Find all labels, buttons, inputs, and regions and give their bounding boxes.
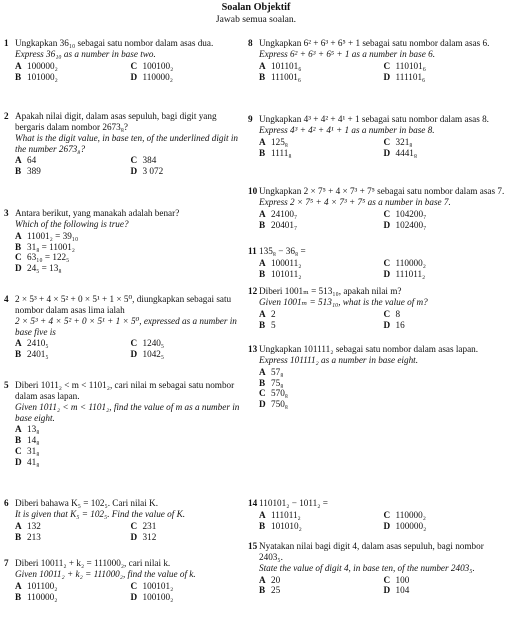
option-letter: B xyxy=(15,349,22,360)
option-letter: D xyxy=(383,268,391,279)
option-value: 110101₆ xyxy=(395,60,426,71)
option-a[interactable] xyxy=(259,575,384,586)
option-letter: A xyxy=(15,520,22,531)
option-letter: A xyxy=(259,257,266,268)
question-number: 3 xyxy=(4,208,9,218)
option-letter: C xyxy=(383,574,391,585)
question-text-malay: Diberi 1011₂ < m < 1101₂, cari nilai m sebagai satu nombor dalam asas lapan. xyxy=(15,380,235,401)
answer-options xyxy=(259,575,508,597)
question-text-english: Express 101111₂ as a number in base eight. xyxy=(259,354,419,365)
option-d[interactable] xyxy=(131,166,247,177)
option-letter: B xyxy=(15,531,22,542)
question-text-malay: Nyatakan nilai bagi digit 4, dalam asas sepuluh, bagi nombor 2403₅. xyxy=(259,541,484,562)
option-value: 100100₂ xyxy=(142,60,174,71)
option-letter: C xyxy=(15,252,22,263)
option-c[interactable] xyxy=(15,446,246,457)
question-text-english: Express 4³ + 4² + 4¹ + 1 as a number in base 8. xyxy=(259,124,435,135)
question-12 xyxy=(248,286,508,330)
option-value: 25 xyxy=(271,585,281,596)
option-d[interactable] xyxy=(131,349,247,360)
option-a[interactable] xyxy=(259,367,508,378)
page-title: Soalan Objektif xyxy=(221,2,291,13)
option-letter: C xyxy=(383,208,391,219)
question-text-english: It is given that K₅ = 102₅. Find the value of K. xyxy=(15,508,186,519)
option-letter: C xyxy=(383,136,391,147)
answer-options xyxy=(259,61,508,83)
option-d[interactable] xyxy=(384,72,509,83)
question-text-malay: 2 × 5³ + 4 × 5² + 0 × 5¹ + 1 × 5⁰, diungkapkan sebagai satu nombor dalam asas lima ialah xyxy=(15,294,232,315)
question-11 xyxy=(248,246,508,280)
option-value: 231 xyxy=(142,520,157,531)
option-value: 321₈ xyxy=(395,136,413,147)
option-b[interactable] xyxy=(15,435,246,446)
option-b[interactable] xyxy=(15,166,131,177)
option-d[interactable] xyxy=(384,148,509,159)
question-1 xyxy=(4,38,246,82)
option-letter: A xyxy=(15,155,22,166)
option-letter: D xyxy=(259,399,266,410)
question-number: 11 xyxy=(248,246,257,256)
option-d[interactable] xyxy=(384,585,509,596)
option-value: 101011₂ xyxy=(271,268,302,279)
option-letter: C xyxy=(130,580,138,591)
option-value: 102400₇ xyxy=(395,219,427,230)
option-b[interactable] xyxy=(259,378,508,389)
option-letter: A xyxy=(259,208,266,219)
question-3 xyxy=(4,208,246,274)
question-9 xyxy=(248,114,508,158)
question-number: 6 xyxy=(4,498,9,508)
option-value: 750₈ xyxy=(271,399,288,410)
option-value: 63₁₀ = 122₅ xyxy=(27,252,70,263)
option-value: 100101₂ xyxy=(142,580,174,591)
option-c[interactable] xyxy=(131,338,247,349)
option-a[interactable] xyxy=(15,155,131,166)
option-value: 5 xyxy=(271,319,276,330)
option-value: 11001₂ = 39₁₀ xyxy=(27,230,79,241)
option-letter: C xyxy=(130,155,138,166)
option-letter: A xyxy=(259,574,266,585)
option-value: 111101₆ xyxy=(395,71,426,82)
option-b[interactable] xyxy=(15,242,246,253)
option-value: 100000₂ xyxy=(27,60,58,71)
option-value: 101000₂ xyxy=(27,71,58,82)
option-value: 31₈ = 11001₂ xyxy=(27,241,75,252)
option-a[interactable] xyxy=(259,137,384,148)
question-15 xyxy=(248,541,508,596)
option-letter: D xyxy=(15,457,22,468)
question-text-english: Given 10011₂ + k₂ = 111000₂, find the value of k. xyxy=(15,568,196,579)
option-value: 104200₇ xyxy=(395,208,427,219)
option-value: 132 xyxy=(27,520,41,531)
option-b[interactable] xyxy=(259,585,384,596)
option-c[interactable] xyxy=(131,521,247,532)
option-value: 213 xyxy=(27,531,41,542)
option-letter: B xyxy=(15,71,22,82)
question-text-malay: 110101₂ − 1011₂ = xyxy=(259,498,328,508)
option-letter: D xyxy=(383,585,391,596)
option-letter: C xyxy=(15,446,22,457)
option-letter: D xyxy=(383,71,391,82)
option-a[interactable] xyxy=(259,258,384,269)
option-value: 31₈ xyxy=(27,446,40,457)
option-value: 2410₅ xyxy=(27,338,49,349)
option-letter: C xyxy=(383,60,391,71)
question-number: 5 xyxy=(4,380,9,390)
option-d[interactable] xyxy=(384,220,509,231)
option-c[interactable] xyxy=(259,388,508,399)
option-letter: D xyxy=(383,319,391,330)
option-a[interactable] xyxy=(15,231,246,242)
option-value: 100011₂ xyxy=(271,257,302,268)
option-letter: A xyxy=(259,509,266,520)
question-text-malay: Apakah nilai digit, dalam asas sepuluh, bagi digit yang bergaris dalam nombor 2673₈? xyxy=(15,111,217,132)
option-c[interactable] xyxy=(384,61,509,72)
option-letter: C xyxy=(383,308,391,319)
option-letter: B xyxy=(15,591,22,602)
option-b[interactable] xyxy=(15,72,131,83)
question-text-malay: Diberi bahawa K₅ = 102₅. Cari nilai K. xyxy=(15,498,158,508)
option-letter: A xyxy=(15,60,22,71)
option-c[interactable] xyxy=(384,575,509,586)
option-letter: A xyxy=(15,580,22,591)
option-d[interactable] xyxy=(131,532,247,543)
option-value: 4441₈ xyxy=(395,147,418,158)
question-number: 13 xyxy=(248,344,258,354)
question-text-english: 2 × 5³ + 4 × 5² + 0 × 5¹ + 1 × 5⁰, expressed as a number in base five is xyxy=(15,315,237,337)
question-text-english: State the value of digit 4, in base ten, of the number 2403₅. xyxy=(259,562,475,573)
option-value: 1042₅ xyxy=(142,349,165,360)
option-letter: B xyxy=(259,319,266,330)
option-value: 1240₅ xyxy=(142,338,165,349)
option-a[interactable] xyxy=(15,581,131,592)
option-value: 20 xyxy=(271,574,281,585)
option-letter: B xyxy=(259,377,266,388)
option-value: 3 072 xyxy=(142,166,164,177)
option-value: 101101₆ xyxy=(271,60,302,71)
option-b[interactable] xyxy=(259,72,384,83)
option-letter: B xyxy=(259,585,266,596)
question-text-malay: 135₈ − 36₈ = xyxy=(259,246,306,256)
question-text-english: What is the digit value, in base ten, of the underlined digit in the number 2673₈? xyxy=(15,132,239,154)
option-c[interactable] xyxy=(131,61,247,72)
option-value: 1111₈ xyxy=(271,147,292,158)
option-d[interactable] xyxy=(259,399,508,410)
answer-options xyxy=(15,338,246,360)
option-letter: C xyxy=(383,509,391,520)
option-b[interactable] xyxy=(259,269,384,280)
option-a[interactable] xyxy=(259,510,384,521)
question-text-malay: Ungkapkan 4³ + 4² + 4¹ + 1 sebagai satu nombor dalam asas 8. xyxy=(259,114,489,124)
question-text-english: Express 36₁₀ as a number in base two. xyxy=(15,48,156,59)
option-letter: D xyxy=(15,263,22,274)
option-letter: B xyxy=(15,166,22,177)
option-value: 16 xyxy=(395,319,405,330)
answer-options xyxy=(259,510,508,532)
option-c[interactable] xyxy=(384,309,509,320)
option-value: 13₈ xyxy=(27,424,40,435)
question-text-english: Express 6² + 6³ + 6⁵ + 1 as a number in base 6. xyxy=(259,48,435,59)
question-text-malay: Ungkapkan 36₁₀ sebagai satu nombor dalam asas dua. xyxy=(15,38,214,48)
question-10 xyxy=(248,186,508,230)
option-letter: D xyxy=(383,520,391,531)
option-letter: B xyxy=(15,241,22,252)
question-text-malay: Ungkapkan 6² + 6³ + 6⁵ + 1 sebagai satu nombor dalam asas 6. xyxy=(259,38,490,48)
option-d[interactable] xyxy=(15,457,246,468)
option-letter: B xyxy=(259,71,266,82)
option-c[interactable] xyxy=(131,155,247,166)
option-d[interactable] xyxy=(131,72,247,83)
question-text-malay: Diberi 1001ₘ = 513₁₀, apakah nilai m? xyxy=(259,286,402,296)
option-d[interactable] xyxy=(384,521,509,532)
option-value: 24100₇ xyxy=(271,208,298,219)
answer-options xyxy=(15,155,246,177)
question-number: 14 xyxy=(248,498,258,508)
option-value: 101010₂ xyxy=(271,520,302,531)
option-value: 2401₅ xyxy=(27,349,49,360)
answer-options xyxy=(259,258,508,280)
option-letter: B xyxy=(259,147,266,158)
option-c[interactable] xyxy=(15,252,246,263)
question-number: 1 xyxy=(4,38,9,48)
answer-options xyxy=(15,231,246,274)
option-b[interactable] xyxy=(259,320,384,331)
option-d[interactable] xyxy=(131,592,247,603)
option-letter: C xyxy=(130,520,138,531)
answer-options xyxy=(15,61,246,83)
option-letter: A xyxy=(15,338,22,349)
option-letter: D xyxy=(383,219,391,230)
option-value: 125₈ xyxy=(271,136,288,147)
option-b[interactable] xyxy=(15,532,131,543)
option-c[interactable] xyxy=(384,209,509,220)
option-value: 100000₂ xyxy=(395,520,427,531)
question-number: 4 xyxy=(4,294,9,304)
option-value: 384 xyxy=(142,155,157,166)
option-value: 14₈ xyxy=(27,435,40,446)
option-value: 100100₂ xyxy=(142,591,174,602)
header xyxy=(0,0,512,25)
option-value: 24₅ = 13₈ xyxy=(27,263,62,274)
option-c[interactable] xyxy=(384,137,509,148)
option-value: 101100₂ xyxy=(27,580,58,591)
option-value: 312 xyxy=(142,531,157,542)
answer-options xyxy=(15,424,246,467)
option-letter: C xyxy=(130,60,138,71)
answer-options xyxy=(15,581,246,603)
option-letter: C xyxy=(383,257,391,268)
option-value: 389 xyxy=(27,166,41,177)
option-c[interactable] xyxy=(384,510,509,521)
question-number: 15 xyxy=(248,541,258,551)
option-value: 2 xyxy=(271,308,276,319)
option-d[interactable] xyxy=(384,269,509,280)
option-value: 110000₂ xyxy=(27,591,58,602)
option-b[interactable] xyxy=(15,349,131,360)
option-a[interactable] xyxy=(259,61,384,72)
option-letter: D xyxy=(130,531,138,542)
option-value: 111001₆ xyxy=(271,71,302,82)
question-number: 8 xyxy=(248,38,253,48)
option-letter: D xyxy=(130,591,138,602)
question-number: 9 xyxy=(248,114,253,124)
option-letter: A xyxy=(259,366,266,377)
option-letter: A xyxy=(259,308,266,319)
question-text-english: Which of the following is true? xyxy=(15,218,129,229)
question-7 xyxy=(4,558,246,602)
option-a[interactable] xyxy=(15,521,131,532)
question-number: 12 xyxy=(248,286,258,296)
question-4 xyxy=(4,294,246,360)
option-c[interactable] xyxy=(384,258,509,269)
question-8 xyxy=(248,38,508,82)
option-value: 111011₂ xyxy=(395,268,426,279)
question-text-english: Given 1011₂ < m < 1101₂, find the value of m as a number in base eight. xyxy=(15,401,240,423)
question-text-english: Given 1001ₘ = 513₁₀, what is the value of m? xyxy=(259,296,428,307)
option-letter: C xyxy=(259,388,266,399)
option-a[interactable] xyxy=(15,61,131,72)
option-letter: D xyxy=(383,147,391,158)
question-13 xyxy=(248,344,508,410)
question-text-malay: Antara berikut, yang manakah adalah benar? xyxy=(15,208,180,218)
option-value: 104 xyxy=(395,585,410,596)
option-value: 100 xyxy=(395,574,410,585)
option-letter: D xyxy=(130,349,138,360)
question-number: 2 xyxy=(4,111,9,121)
option-c[interactable] xyxy=(131,581,247,592)
question-6 xyxy=(4,498,246,542)
option-letter: A xyxy=(259,136,266,147)
option-value: 75₈ xyxy=(271,377,284,388)
option-value: 41₈ xyxy=(27,457,40,468)
option-d[interactable] xyxy=(384,320,509,331)
option-b[interactable] xyxy=(259,148,384,159)
question-number: 7 xyxy=(4,558,9,568)
answer-options xyxy=(259,137,508,159)
question-text-english: Express 2 × 7⁵ + 4 × 7³ + 7⁵ as a number in base 7. xyxy=(259,196,451,207)
question-text-malay: Diberi 10011₂ + k₂ = 111000₂, cari nilai k. xyxy=(15,558,171,568)
option-a[interactable] xyxy=(15,424,246,435)
option-b[interactable] xyxy=(15,592,131,603)
option-value: 20401₇ xyxy=(271,219,298,230)
question-text-malay: Ungkapkan 2 × 7⁵ + 4 × 7³ + 7⁵ sebagai satu nombor dalam asas 7. xyxy=(259,186,505,196)
option-b[interactable] xyxy=(259,521,384,532)
option-value: 57₈ xyxy=(271,366,284,377)
option-value: 64 xyxy=(27,155,37,166)
option-letter: D xyxy=(130,71,138,82)
option-a[interactable] xyxy=(15,338,131,349)
answer-options xyxy=(259,209,508,231)
option-a[interactable] xyxy=(259,209,384,220)
option-letter: B xyxy=(259,268,266,279)
option-value: 110000₂ xyxy=(142,71,173,82)
question-number: 10 xyxy=(248,186,258,196)
option-letter: B xyxy=(15,435,22,446)
option-value: 110000₂ xyxy=(395,257,426,268)
question-5 xyxy=(4,380,246,468)
question-2 xyxy=(4,111,246,177)
option-letter: C xyxy=(130,338,138,349)
question-text-malay: Ungkapkan 101111₂ sebagai satu nombor dalam asas lapan. xyxy=(259,344,479,354)
answer-options xyxy=(259,309,508,331)
option-letter: D xyxy=(130,166,138,177)
option-letter: A xyxy=(259,60,266,71)
answer-options xyxy=(15,521,246,543)
question-14 xyxy=(248,498,508,532)
option-letter: B xyxy=(259,520,266,531)
page-subtitle: Jawab semua soalan. xyxy=(215,14,297,26)
option-letter: B xyxy=(259,219,266,230)
option-value: 111011₂ xyxy=(271,509,301,520)
option-letter: A xyxy=(15,424,22,435)
option-value: 570₈ xyxy=(271,388,288,399)
option-value: 8 xyxy=(395,308,401,319)
option-a[interactable] xyxy=(259,309,384,320)
option-b[interactable] xyxy=(259,220,384,231)
answer-options xyxy=(259,367,508,410)
option-letter: A xyxy=(15,230,22,241)
option-d[interactable] xyxy=(15,263,246,274)
option-value: 110000₂ xyxy=(395,509,426,520)
